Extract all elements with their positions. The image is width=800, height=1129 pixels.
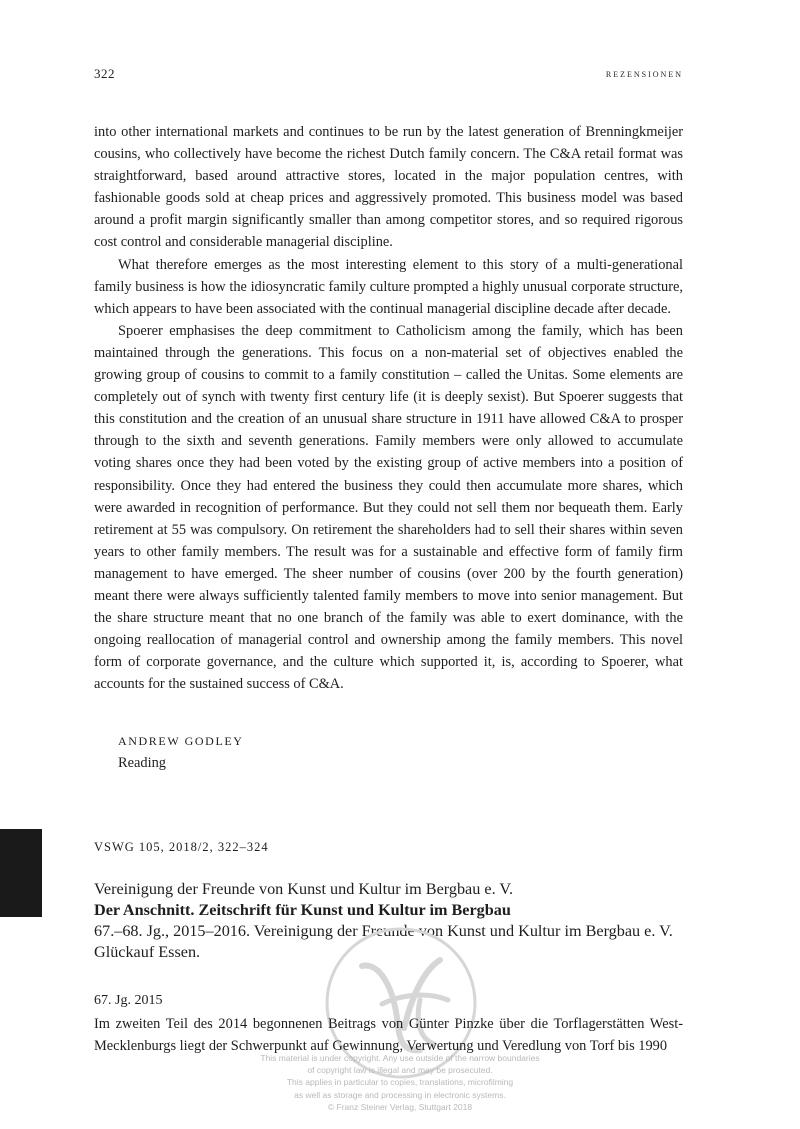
year-heading: 67. Jg. 2015 <box>94 993 163 1008</box>
reviewer-signature <box>118 732 518 775</box>
reviewer-place: Reading <box>118 755 166 771</box>
reviewer-name: ANDREW GODLEY <box>118 734 244 748</box>
copyright-notice <box>200 1052 600 1113</box>
body-paragraph: What therefore emerges as the most interesting element to this story of a multi-generational family business is how the idiosyncratic family culture prompted a highly unusual corporate structure, which appears to have been associated with the continual managerial discipline decade after decade. <box>94 256 683 317</box>
review-body <box>94 121 683 695</box>
page-number: 322 <box>94 66 115 81</box>
copyright-line: This applies in particular to copies, translations, microfilming <box>286 1077 514 1088</box>
body-paragraph: Spoerer emphasises the deep commitment to Catholicism among the family, which has been maintained through the generations. This focus on a non-material set of objectives enabled the growing group of cousins to commit to a family constitution – called the Unitas. Some elements are completely out of synch with twenty first century life (it is deeply sexist). But Spoerer suggests that this constitution and the creation of an unusual share structure in 1911 have allowed C&A to prosper through to the sixth and seventh generations. Family members were only allowed to accumulate voting shares once they had been voted by the existing group of active members into a position of responsibility. Once they had entered the business they could then accumulate more shares, which were awarded in recognition of performance. But they could not sell them nor bequeath them. Early retirement at 55 was compulsory. On retirement the shareholders had to sell their shares within seven years to other family members. The result was for a sustainable and effective form of family firm management to have emerged. The sheer number of cousins (over 200 by the fourth generation) meant there were always sufficiently talented family members to move into senior management. But the share structure meant that no one branch of the family was able to exert dominance, with the ongoing reallocation of managerial control and ownership among the family members. This novel form of corporate governance, and the culture which supported it, is, according to Spoerer, what accounts for the sustained success of C&A. <box>94 322 683 693</box>
bib-imprint: Glückauf Essen. <box>94 943 201 961</box>
page-header <box>94 66 683 86</box>
bib-volume: 67.–68. Jg., 2015–2016. Vereinigung der Freunde von Kunst und Kultur im Bergbau e. V. <box>94 922 673 940</box>
copyright-line: of copyright law is illegal and may be prosecuted. <box>307 1065 493 1076</box>
bib-publisher: Vereinigung der Freunde von Kunst und Kultur im Bergbau e. V. <box>94 880 514 898</box>
copyright-line: as well as storage and processing in electronic systems. <box>294 1089 506 1100</box>
thumb-index-marker <box>0 829 42 917</box>
bib-title: Der Anschnitt. Zeitschrift für Kunst und Kultur im Bergbau <box>94 901 511 919</box>
copyright-line: © Franz Steiner Verlag, Stuttgart 2018 <box>327 1101 473 1112</box>
section-paragraph: Im zweiten Teil des 2014 begonnenen Beitrags von Günter Pinzke über die Torflagerstätten West-Mecklenburgs liegt der Schwerpunkt auf Gewinnung, Verwertung und Veredlung von Torf bis 1990 <box>94 1016 683 1055</box>
body-paragraph: into other international markets and continues to be run by the latest generation of Brenningkmeijer cousins, who collectively have become the richest Dutch family concern. The C&A retail format was straightforward, based around attractive stores, located in the major population centres, with fashionable goods sold at cheap prices and aggressively promoted. This business model was based around a profit margin significantly smaller than among competitor stores, and so required rigorous cost control and considerable managerial discipline. <box>94 124 683 251</box>
bibliographic-entry <box>94 879 694 963</box>
journal-citation: VSWG 105, 2018/2, 322–324 <box>94 840 269 854</box>
copyright-line: This material is under copyright. Any use outside of the narrow boundaries <box>260 1053 540 1063</box>
running-head: rezensionen <box>605 66 683 80</box>
